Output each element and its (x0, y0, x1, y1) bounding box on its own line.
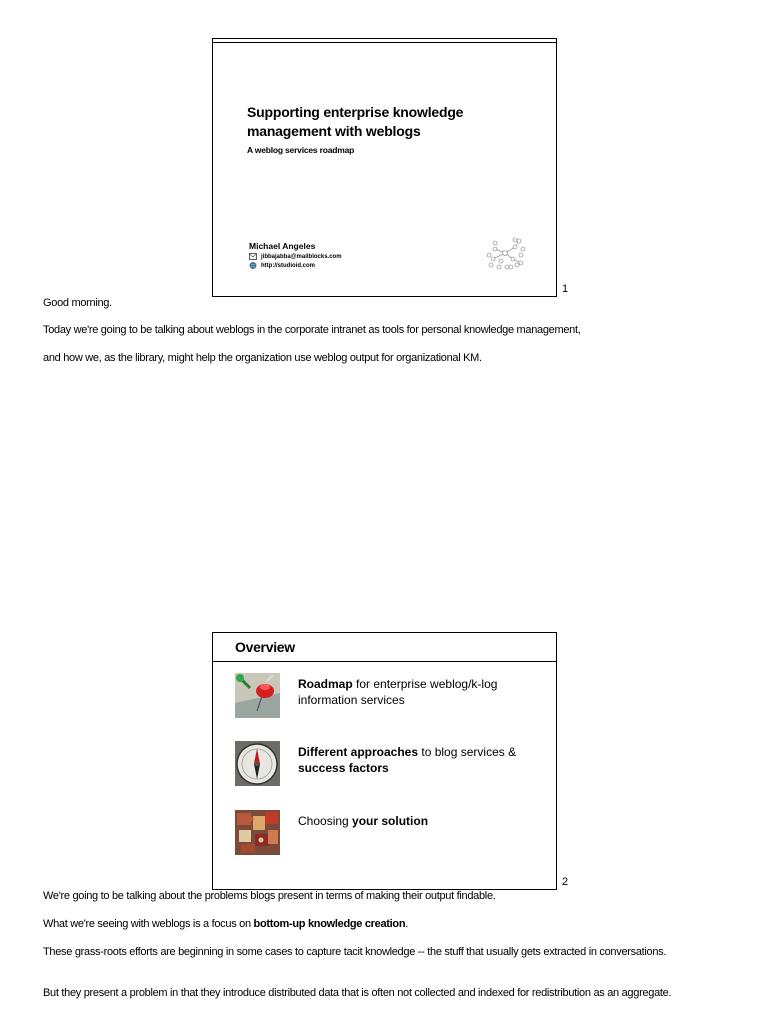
page-number: 1 (562, 283, 569, 295)
slide-title-rule (213, 661, 556, 662)
note-paragraph: Today we're going to be talking about weblogs in the corporate intranet as tools for personal knowledge management, (43, 324, 581, 336)
overview-item-text: Different approaches to blog services & success factors (298, 745, 517, 775)
overview-item (235, 810, 538, 855)
slide-top-rule (213, 42, 556, 43)
puzzle-icon (235, 810, 280, 855)
network-graph-icon (485, 237, 527, 273)
slide-title: Supporting enterprise knowledge management with weblogs (247, 104, 464, 139)
email-contact (249, 253, 342, 260)
author-name: Michael Angeles (249, 241, 316, 251)
note-paragraph: But they present a problem in that they introduce distributed data that is often not collected and indexed for redistribution as an aggregate. (43, 987, 672, 999)
website-text: http://studioid.com (261, 262, 315, 269)
overview-item (235, 741, 538, 786)
overview-item-text: Roadmap for enterprise weblog/k-log information services (298, 677, 498, 707)
title-slide (212, 38, 557, 297)
page-number: 2 (562, 876, 569, 888)
envelope-icon (249, 253, 257, 260)
overview-item (235, 673, 538, 718)
note-paragraph: What we're seeing with weblogs is a focus on bottom-up knowledge creation. (43, 918, 409, 930)
email-text: jibbajabba@mailblocks.com (261, 253, 342, 260)
globe-icon (249, 262, 257, 269)
pushpin-map-icon (235, 673, 280, 718)
website-contact (249, 262, 315, 269)
slide-title: Overview (235, 639, 295, 655)
overview-item-text: Choosing your solution (298, 814, 429, 828)
overview-slide (212, 632, 557, 890)
compass-icon (235, 741, 280, 786)
note-paragraph: and how we, as the library, might help the organization use weblog output for organizational KM. (43, 352, 482, 364)
note-paragraph: These grass-roots efforts are beginning in some cases to capture tacit knowledge -- the stuff that usually gets extracted in conversations. (43, 946, 667, 958)
note-paragraph: We're going to be talking about the problems blogs present in terms of making their output findable. (43, 890, 496, 902)
note-paragraph: Good morning. (43, 297, 112, 309)
slide-subtitle: A weblog services roadmap (247, 145, 355, 155)
